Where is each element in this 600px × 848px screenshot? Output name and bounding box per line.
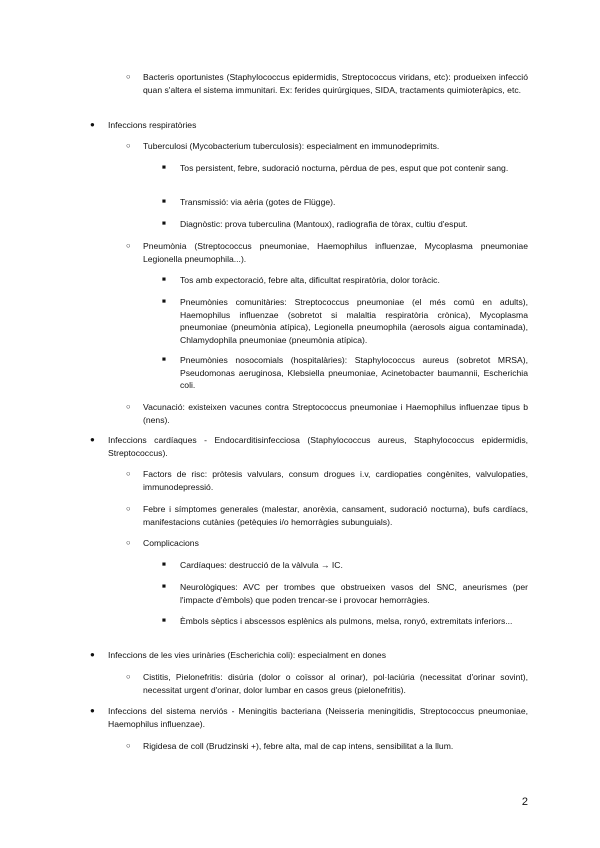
bullet-circle: ○ bbox=[126, 469, 131, 478]
heading-infeccions-respiratories: Infeccions respiratòries bbox=[108, 120, 197, 130]
bullet-square: ■ bbox=[162, 583, 166, 590]
bullet-circle: ○ bbox=[126, 72, 131, 81]
bullet-square: ■ bbox=[162, 164, 166, 171]
bullet-dot: ● bbox=[90, 435, 95, 444]
heading-infeccions-sistema-nervios: Infeccions del sistema nerviós - Meningitis bacteriana (Neisseria meningitidis, Streptococcus pneumoniae, Haemophilus influenzae). bbox=[108, 706, 528, 729]
item-rigidesa-coll: Rigidesa de coll (Brudzinski +), febre alta, mal de cap intens, sensibilitat a la llum. bbox=[143, 741, 454, 751]
heading-infeccions-urinaries: Infeccions de les vies urinàries (Escherichia coli): especialment en dones bbox=[108, 650, 387, 660]
bullet-circle: ○ bbox=[126, 402, 131, 411]
bullet-circle: ○ bbox=[126, 241, 131, 250]
bullet-square: ■ bbox=[162, 198, 166, 205]
heading-infeccions-cardiaques: Infeccions cardíaques - Endocarditisinfecciosa (Staphylococcus aureus, Staphylococcus epidermidis, Streptococcus). bbox=[108, 435, 528, 458]
bullet-square: ■ bbox=[162, 617, 166, 624]
item-tb-diagnostic: Diagnòstic: prova tuberculina (Mantoux), radiografia de tòrax, cultiu d'esput. bbox=[180, 219, 468, 229]
item-pneumonia: Pneumònia (Streptococcus pneumoniae, Haemophilus influenzae, Mycoplasma pneumoniae Legionella pneumophila...). bbox=[143, 241, 528, 264]
page-number: 2 bbox=[521, 796, 528, 808]
item-febre-simptomes: Febre i símptomes generales (malestar, anorèxia, cansament, sudoració nocturna), bufs cardíacs, manifestacions cutànies (petèquies i/o hemorràgies subunguials). bbox=[143, 504, 528, 527]
item-pneumonia-simptomes: Tos amb expectoració, febre alta, dificultat respiratòria, dolor toràcic. bbox=[180, 275, 440, 285]
bullet-square: ■ bbox=[162, 356, 166, 363]
item-cistitis-pielonefritis: Cistitis, Pielonefritis: disúria (dolor o coïssor al orinar), pol·laciúria (necessitat d'orinar sovint), necessitat urgent d'orinar, dolor lumbar en casos greus (pielonefritis). bbox=[143, 672, 528, 695]
bullet-circle: ○ bbox=[126, 504, 131, 513]
item-complicacions-cardiaques: Cardíaques: destrucció de la vàlvula → IC. bbox=[180, 560, 343, 570]
bullet-square: ■ bbox=[162, 298, 166, 305]
bullet-dot: ● bbox=[90, 706, 95, 715]
bullet-dot: ● bbox=[90, 120, 95, 129]
bullet-circle: ○ bbox=[126, 672, 131, 681]
item-complicacions: Complicacions bbox=[143, 538, 199, 548]
item-vacunacio: Vacunació: existeixen vacunes contra Streptococcus pneumoniae i Haemophilus influenzae tipus b (nens). bbox=[143, 402, 528, 425]
item-pneumonies-nosocomials: Pneumònies nosocomials (hospitalàries): Staphylococcus aureus (sobretot MRSA), Pseudomonas aeruginosa, Klebsiella pneumoniae, Acinetobacter baumannii, Escherichia coli. bbox=[180, 355, 528, 391]
item-tb-simptomes: Tos persistent, febre, sudoració nocturna, pèrdua de pes, esput que pot contenir sang. bbox=[180, 163, 509, 173]
item-complicacions-neurologiques: Neurològiques: AVC per trombes que obstrueixen vasos del SNC, aneurismes (per l'impacte d'èmbols) que poden trencar-se i provocar hemorràgies. bbox=[180, 582, 528, 605]
item-pneumonies-comunitaries: Pneumònies comunitàries: Streptococcus pneumoniae (el més comú en adults), Haemophilus influenzae (sobretot si malaltia respiratòria crònica), Mycoplasma pneumoniae (pneumònia atípica), Legionella pneumophila (aerosols aigua contaminada), Chlamydophila pneumoniae (pneumònia atípica). bbox=[180, 297, 528, 345]
bullet-square: ■ bbox=[162, 220, 166, 227]
item-factors-risc: Factors de risc: pròtesis valvulars, consum drogues i.v, cardiopaties congènites, valvulopaties, immunodepressió. bbox=[143, 469, 528, 492]
item-bacteris-oportunistes: Bacteris oportunistes (Staphylococcus epidermidis, Streptococcus viridans, etc): produeixen infecció quan s'altera el sistema immunitari. Ex: ferides quirúrgiques, SIDA, tractaments quimioteràpics, etc. bbox=[143, 72, 528, 95]
bullet-dot: ● bbox=[90, 650, 95, 659]
item-embols-septics: Èmbols sèptics i abscessos esplènics als pulmons, melsa, ronyó, extremitats inferiors... bbox=[180, 616, 513, 626]
bullet-circle: ○ bbox=[126, 741, 131, 750]
bullet-circle: ○ bbox=[126, 141, 131, 150]
bullet-square: ■ bbox=[162, 276, 166, 283]
item-tuberculosi: Tuberculosi (Mycobacterium tuberculosis): especialment en immunodeprimits. bbox=[143, 141, 440, 151]
bullet-square: ■ bbox=[162, 561, 166, 568]
item-tb-transmissio: Transmissió: via aèria (gotes de Flügge). bbox=[180, 197, 336, 207]
bullet-circle: ○ bbox=[126, 538, 131, 547]
